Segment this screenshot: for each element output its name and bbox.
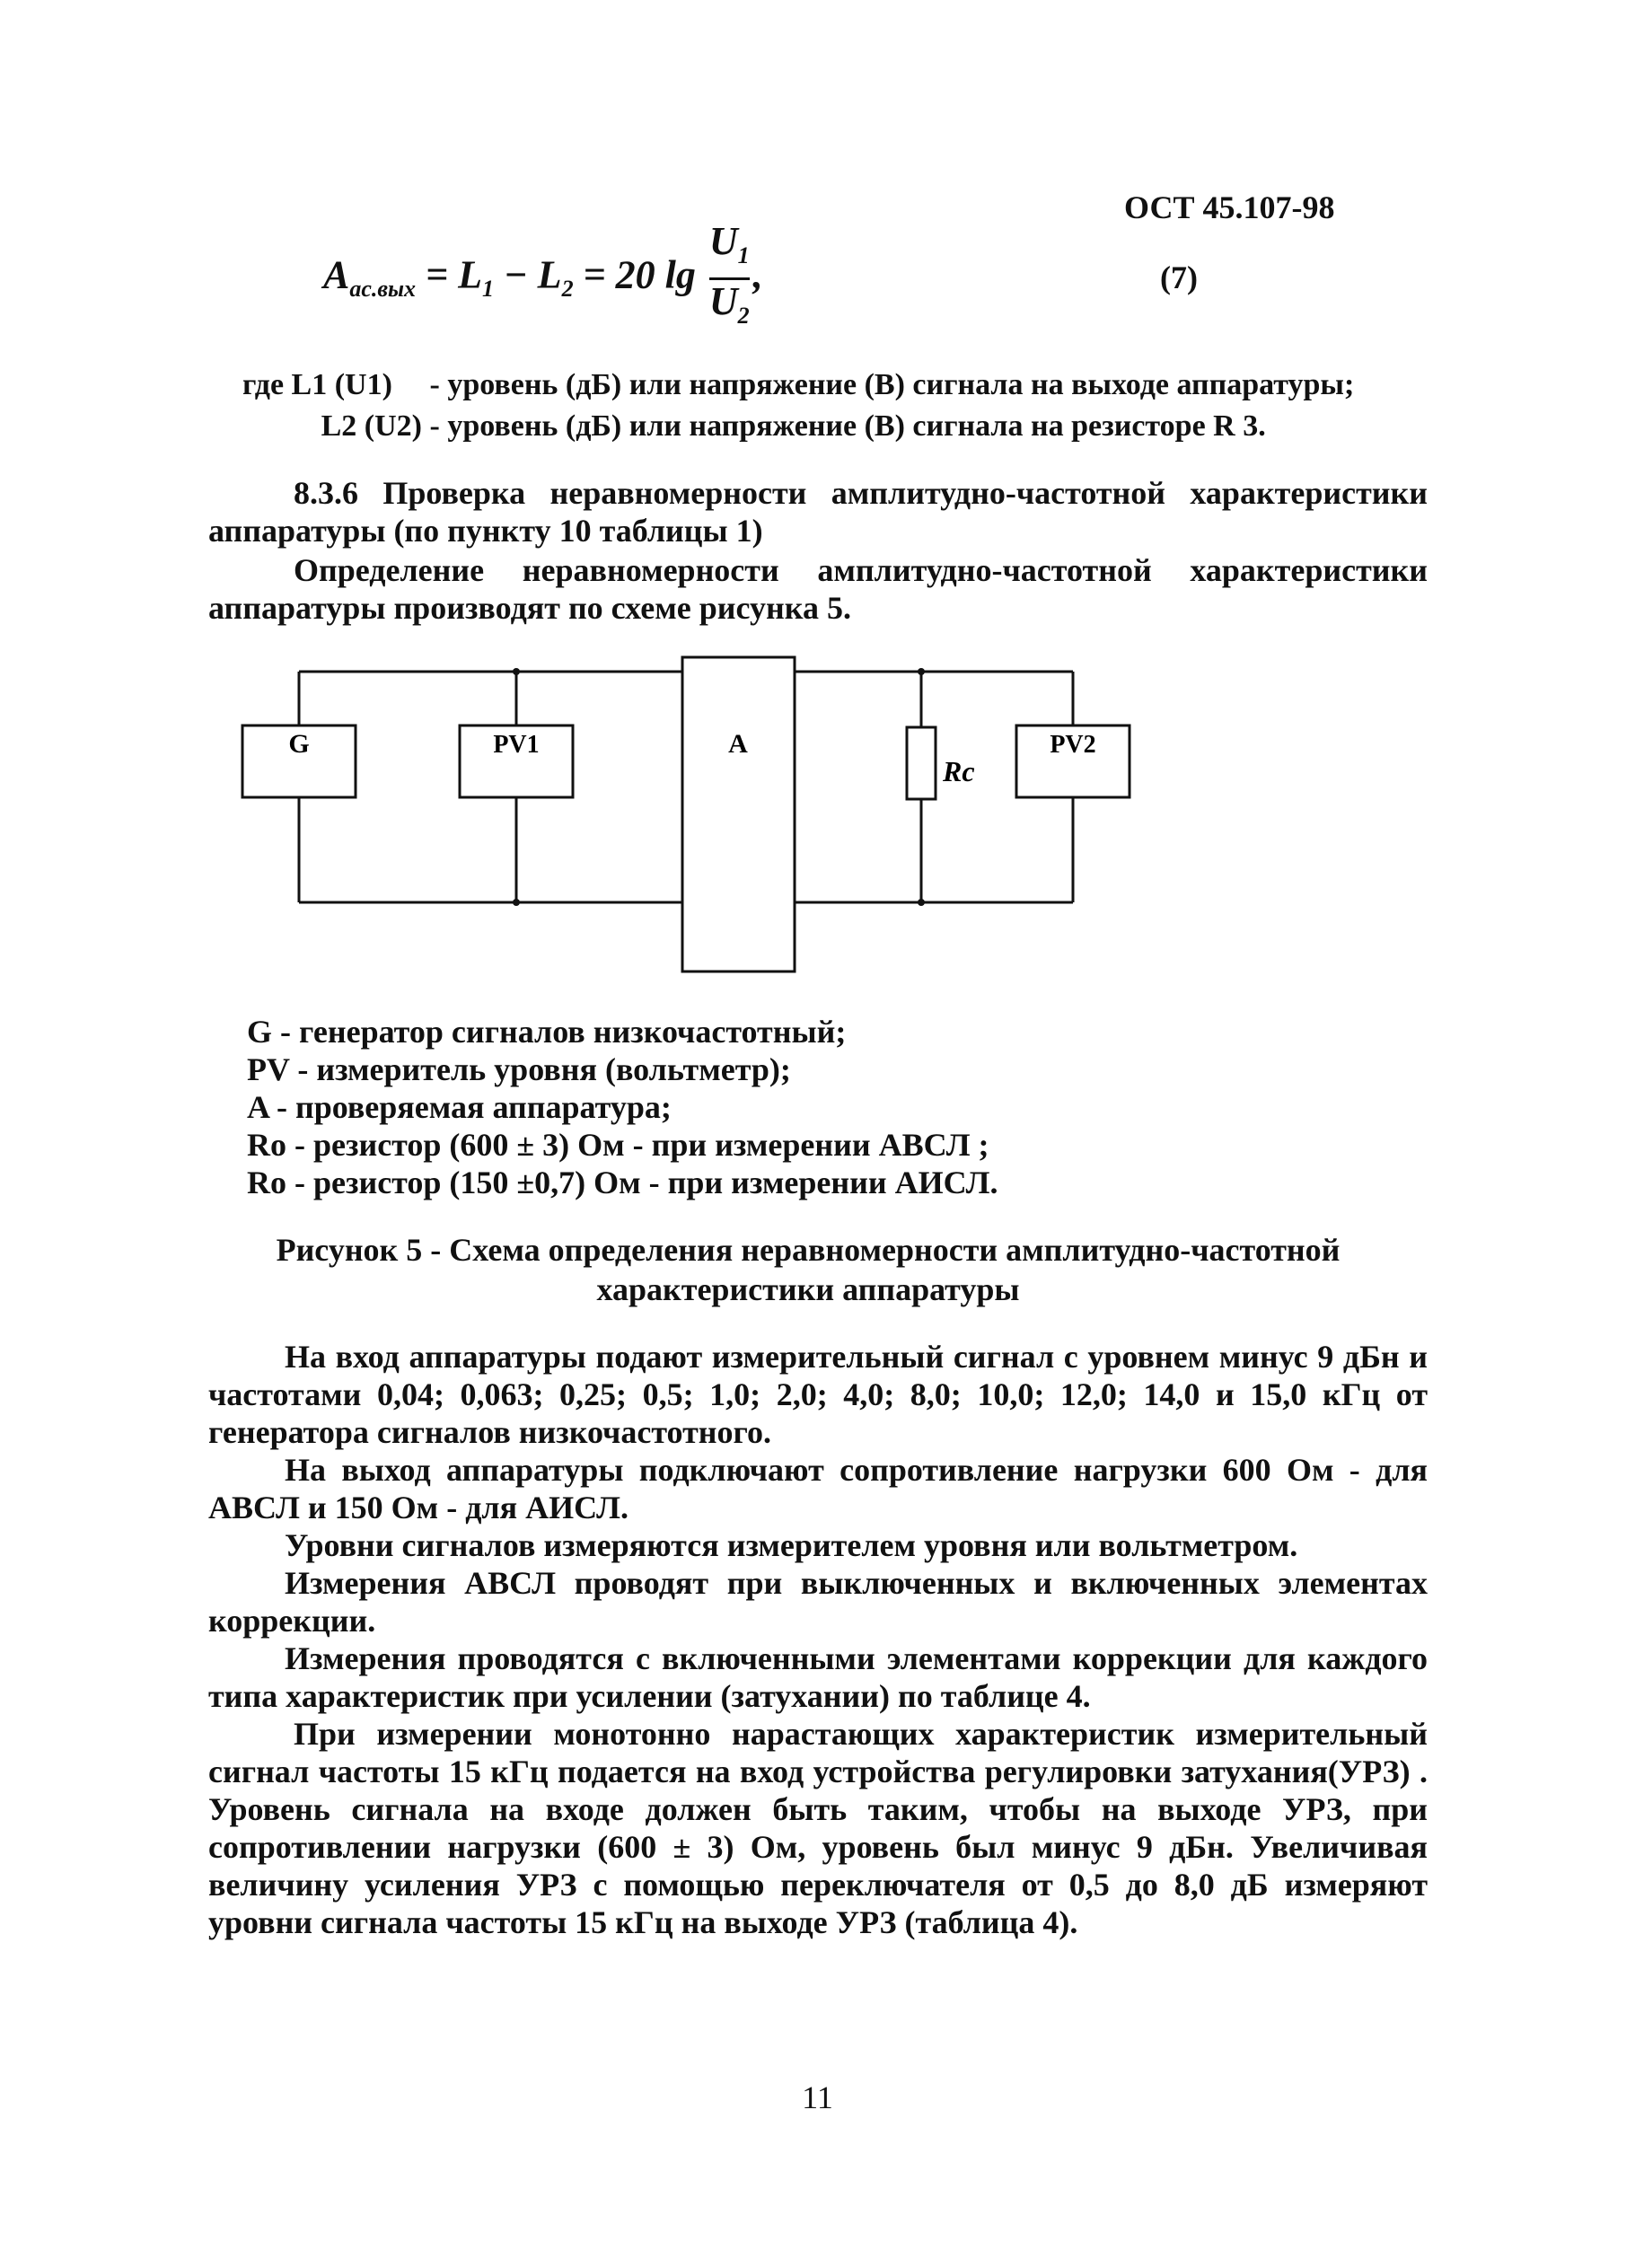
junction-pv1-top — [513, 668, 520, 675]
section-heading: 8.3.6 Проверка неравномерности амплитудно-частотной характеристики аппаратуры (по пункту 10 таблицы 1) — [208, 475, 1428, 549]
label-pv1: PV1 — [493, 731, 540, 759]
formula-l1-sub: 1 — [482, 276, 495, 303]
where-symbol-1: где L1 (U1) — [242, 368, 392, 401]
formula-minus: − L — [494, 252, 562, 297]
formula-lhs: A — [323, 252, 350, 297]
resistor-body — [907, 727, 936, 799]
label-a: A — [728, 729, 748, 759]
where-row-2 — [242, 409, 1266, 444]
formula-comma: , — [752, 252, 763, 297]
figure-caption-line1: Рисунок 5 - Схема определения неравномерности амплитудно-частотной — [276, 1232, 1341, 1268]
paragraph-3: Уровни сигналов измеряются измерителем уровня или вольтметром. — [285, 1527, 1298, 1563]
document-code: ОСТ 45.107-98 — [1124, 189, 1335, 225]
section-intro: Определение неравномерности амплитудно-частотной характеристики аппаратуры производят по схеме рисунка 5. — [208, 552, 1428, 626]
formula-7 — [323, 220, 763, 338]
where-desc-2: - уровень (дБ) или напряжение (В) сигнала на резисторе R 3. — [429, 409, 1266, 443]
where-symbol-2: L2 (U2) — [321, 409, 422, 443]
paragraph-4: Измерения АВСЛ проводят при выключенных и включенных элементах коррекции. — [208, 1565, 1428, 1639]
formula-l2-sub: 2 — [561, 276, 574, 303]
junction-r-bottom — [918, 899, 925, 906]
formula-middle: = L — [426, 252, 483, 297]
formula-lhs-subscript: ac.вых — [349, 276, 417, 303]
paragraph-1: На вход аппаратуры подают измерительный сигнал с уровнем минус 9 дБн и частотами 0,04; 0,063; 0,25; 0,5; 1,0; 2,0; 4,0; 8,0; 10,0; 12,0; 14,0 и 15,0 кГц от генератора сигналов низкочастотного. — [208, 1339, 1428, 1450]
legend-item: Ro - резистор (600 ± 3) Ом - при измерении АВСЛ ; — [247, 1127, 989, 1163]
legend-item: A - проверяемая аппаратура; — [247, 1089, 672, 1125]
formula-numerator: $U_1$ — [709, 220, 750, 280]
legend-item: G - генератор сигналов низкочастотный; — [247, 1014, 847, 1050]
junction-pv1-bottom — [513, 899, 520, 906]
device-a-box — [682, 657, 795, 971]
figure-caption-line2: характеристики аппаратуры — [596, 1271, 1020, 1307]
junction-r-top — [918, 668, 925, 675]
legend-item: Ro - резистор (150 ±0,7) Ом - при измерении АИСЛ. — [247, 1165, 998, 1200]
label-pv2: PV2 — [1050, 731, 1096, 759]
equation-number: (7) — [1160, 259, 1198, 295]
circuit-diagram — [224, 646, 1167, 979]
legend-item: PV - измеритель уровня (вольтметр); — [247, 1051, 791, 1087]
where-row-1 — [242, 368, 1354, 402]
formula-20lg: = 20 lg — [573, 252, 696, 297]
formula-fraction — [709, 220, 750, 338]
where-desc-1: - уровень (дБ) или напряжение (В) сигнала на выходе аппаратуры; — [429, 368, 1355, 401]
page-number: 11 — [802, 2079, 833, 2115]
paragraph-5: Измерения проводятся с включенными элементами коррекции для каждого типа характеристик при усилении (затухании) по таблице 4. — [208, 1640, 1428, 1714]
label-g: G — [288, 729, 310, 759]
label-rc: Rc — [943, 755, 975, 787]
paragraph-2: На выход аппаратуры подключают сопротивление нагрузки 600 Ом - для АВСЛ и 150 Ом - для АИСЛ. — [208, 1452, 1428, 1525]
formula-denominator: $U_2$ — [708, 278, 750, 329]
paragraph-6: При измерении монотонно нарастающих характеристик измерительный сигнал частоты 15 кГц подается на вход устройства регулировки затухания(УРЗ) . Уровень сигнала на входе должен быть таким, чтобы на выходе УРЗ, при сопротивлении нагрузки (600 ± 3) Ом, уровень был минус 9 дБн. Увеличивая величину усиления УРЗ с помощью переключателя от 0,5 до 8,0 дБ измеряют уровни сигнала частоты 15 кГц на выходе УРЗ (таблица 4). — [208, 1716, 1428, 1940]
